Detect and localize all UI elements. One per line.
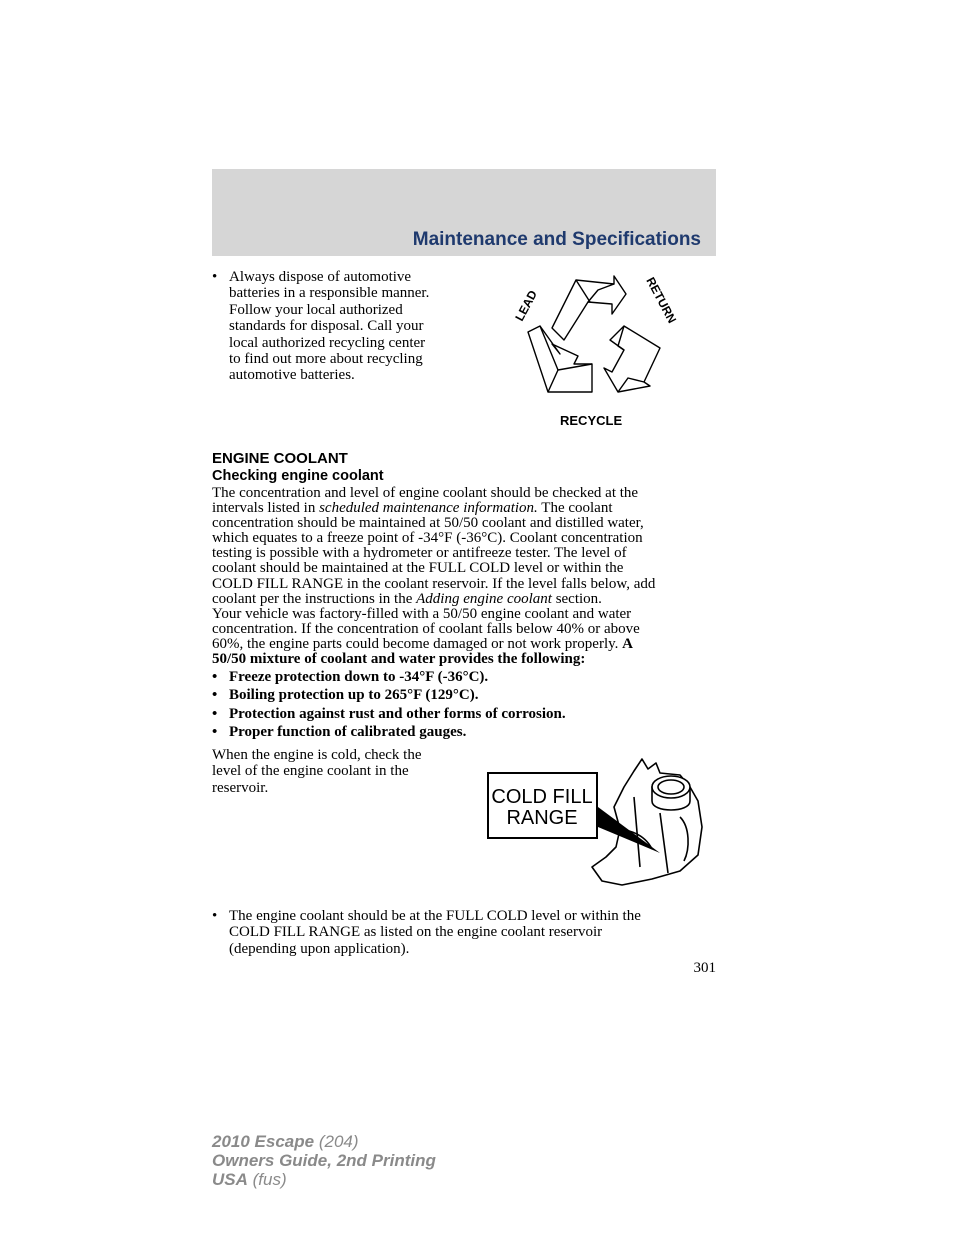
text-line: testing is possible with a hydrometer or antifreeze tester. The level of: [212, 545, 627, 562]
text-line: standards for disposal. Call your: [229, 318, 424, 335]
text-line: When the engine is cold, check the: [212, 747, 422, 763]
text-line: batteries in a responsible manner.: [229, 285, 430, 302]
cold-check-paragraph: [212, 747, 422, 796]
footer-line: 2010 Escape (204): [212, 1132, 359, 1151]
label-line: RANGE: [506, 807, 578, 829]
text-line: level of the engine coolant in the: [212, 763, 409, 780]
section-header-bar: [212, 169, 716, 256]
text-line: 50/50 mixture of coolant and water provides the following:: [212, 651, 586, 668]
subsection-heading: Checking engine coolant: [212, 468, 384, 484]
bullet-dot: •: [212, 269, 218, 285]
section-heading: ENGINE COOLANT: [212, 450, 348, 467]
text-line: Your vehicle was factory-filled with a 50/50 engine coolant and water: [212, 606, 632, 622]
text-line: (depending upon application).: [229, 940, 410, 957]
coolant-check-paragraph: [212, 486, 717, 607]
text-line: concentration. If the concentration of coolant falls below 40% or above: [212, 621, 640, 638]
recycle-arrow-right: [604, 326, 660, 392]
page-number: 301: [693, 960, 716, 976]
text-line: reservoir.: [212, 779, 269, 796]
label-recycle: RECYCLE: [560, 413, 623, 428]
text-line: COLD FILL RANGE as listed on the engine coolant reservoir: [229, 924, 603, 941]
text-line: automotive batteries.: [229, 367, 355, 384]
text-line: COLD FILL RANGE in the coolant reservoir. If the level falls below, add: [212, 575, 656, 592]
text-line: 60%, the engine parts could become damaged or not work properly. A: [212, 636, 633, 653]
text-line: The concentration and level of engine coolant should be checked at the: [212, 485, 639, 501]
label-return: RETURN: [643, 274, 680, 326]
text-line: Always dispose of automotive: [229, 269, 412, 285]
document-footer: [212, 1132, 436, 1189]
footer-line: Owners Guide, 2nd Printing: [212, 1151, 436, 1170]
text-line: coolant per the instructions in the Adding engine coolant section.: [212, 590, 602, 607]
text-line: concentration should be maintained at 50/50 coolant and distilled water,: [212, 515, 644, 532]
text-line: intervals listed in scheduled maintenance information. The coolant: [212, 500, 613, 517]
text-line: which equates to a freeze point of -34°F (-36°C). Coolant concentration: [212, 530, 643, 547]
factory-fill-paragraph: [212, 607, 717, 667]
bullet-text: [229, 908, 641, 957]
text-line: to find out more about recycling: [229, 351, 423, 368]
label-line: COLD FILL: [491, 786, 593, 808]
footer-line: USA (fus): [212, 1170, 287, 1189]
text-line: The engine coolant should be at the FULL COLD level or within the: [229, 908, 641, 924]
section-title: Maintenance and Specifications: [412, 229, 701, 250]
text-line: Follow your local authorized: [229, 301, 403, 318]
label-lead: LEAD: [512, 287, 540, 324]
bullet-text: [229, 269, 429, 384]
coolant-reservoir-figure: [484, 757, 710, 889]
recycle-arrows-figure: [500, 268, 700, 438]
text-line: coolant should be maintained at the FULL COLD level or within the: [212, 560, 624, 577]
text-line: local authorized recycling center: [229, 334, 426, 351]
recycle-arrow-top: [552, 276, 626, 340]
